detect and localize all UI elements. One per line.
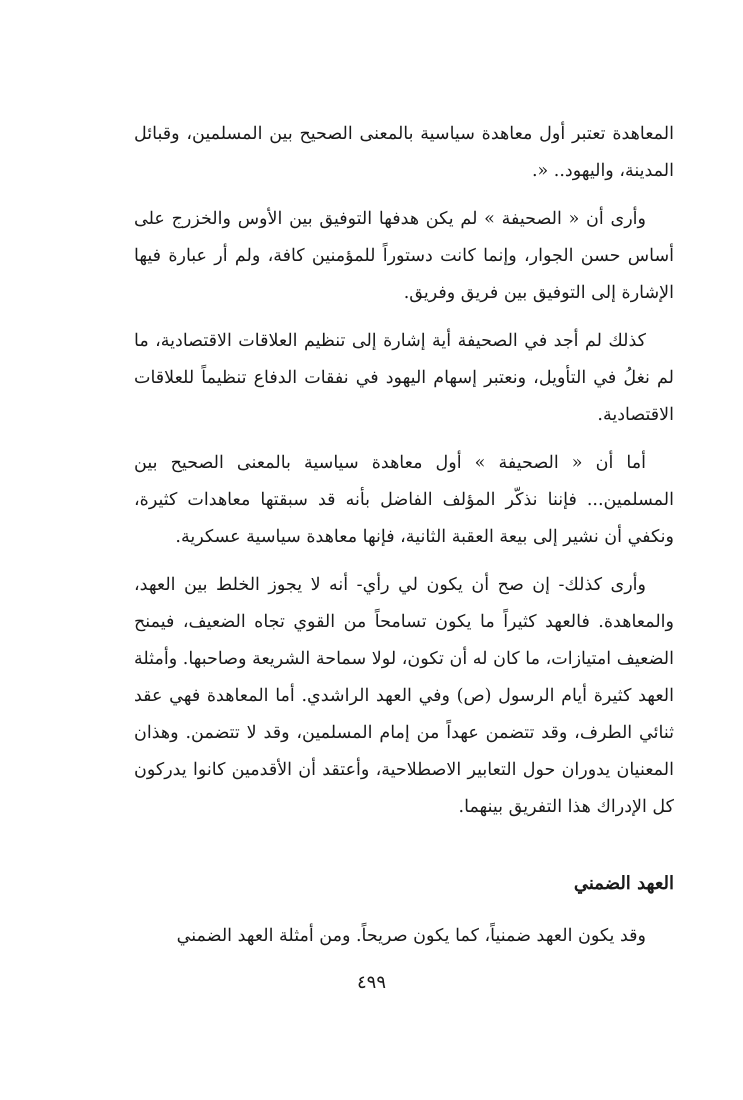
- paragraph-gap: [134, 556, 674, 567]
- page-number: ٤٩٩: [356, 972, 386, 993]
- paragraph-3: كذلك لم أجد في الصحيفة أية إشارة إلى تنظيم العلاقات الاقتصادية، ما لم نغلُ في التأويل، ونعتبر إسهام اليهود في نفقات الدفاع تنظيماً للعلاقات الاقتصادية.: [134, 331, 674, 425]
- body-text: [134, 116, 674, 826]
- paragraph-5: وأرى كذلك- إن صح أن يكون لي رأي- أنه لا يجوز الخلط بين العهد، والمعاهدة. فالعهد كثيراً ما يكون تسامحاً من القوي تجاه الضعيف، فيمنح الضعيف امتيازات، ما كان له أن تكون، لولا سماحة الشريعة وصاحبها. وأمثلة العهد كثيرة أيام الرسول (ص) وفي العهد الراشدي. أما المعاهدة فهي عقد ثنائي الطرف، وقد تتضمن عهداً من إمام المسلمين، وقد لا تتضمن. وهذان المعنيان يدوران حول التعابير الاصطلاحية، وأعتقد أن الأقدمين كانوا يدركون كل الإدراك هذا التفريق بينهما.: [134, 575, 674, 817]
- paragraph-gap: [134, 312, 674, 323]
- paragraph-4: أما أن « الصحيفة » أول معاهدة سياسية بالمعنى الصحيح بين المسلمين... فإننا نذكّر المؤلف الفاضل بأنه قد سبقتها معاهدات كثيرة، ونكفي أن نشير إلى بيعة العقبة الثانية، فإنها معاهدة سياسية عسكرية.: [134, 453, 674, 547]
- paragraph-2: وأرى أن « الصحيفة » لم يكن هدفها التوفيق بين الأوس والخزرج على أساس حسن الجوار، وإنما كانت دستوراً للمؤمنين كافة، ولم أر عبارة فيها الإشارة إلى التوفيق بين فريق وفريق.: [134, 209, 674, 303]
- paragraph-1: المعاهدة تعتبر أول معاهدة سياسية بالمعنى الصحيح بين المسلمين، وقبائل المدينة، واليهود.. «.: [134, 124, 674, 181]
- section-heading: العهد الضمني: [573, 873, 674, 894]
- paragraph-gap: [134, 434, 674, 445]
- paragraph-6: وقد يكون العهد ضمنياً، كما يكون صريحاً. ومن أمثلة العهد الضمني: [176, 926, 646, 946]
- paragraph-gap: [134, 190, 674, 201]
